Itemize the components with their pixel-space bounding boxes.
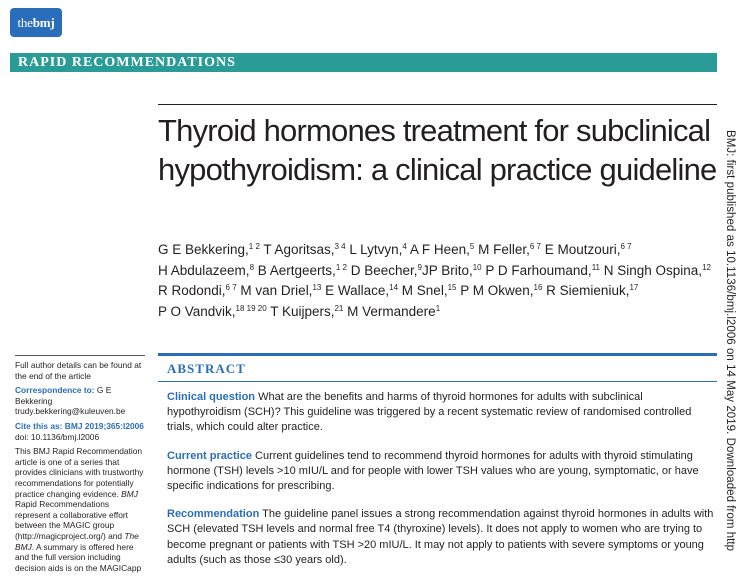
series-text: This BMJ Rapid Recommendation article is one of a series that provides clinicians with trustworthy recommendations for potentially practice changing evidence. (15, 446, 144, 499)
author-name: M Snel, (398, 283, 448, 298)
article-title: Thyroid hormones treatment for subclinical hypothyroidism: a clinical practice guideline (158, 113, 717, 187)
the-bmj-italic: The BMJ (15, 530, 139, 552)
download-note (724, 0, 751, 569)
correspondence (15, 385, 145, 417)
author-affiliation: 21 (334, 303, 344, 313)
author-name: D Beecher, (346, 262, 418, 278)
abstract-recommendation (158, 507, 717, 568)
sidebar-notes (15, 355, 145, 577)
author-affiliation: 12 (702, 262, 711, 272)
author-list (158, 240, 718, 322)
author-line (158, 240, 718, 261)
author-name: B Aertgeerts, (254, 262, 336, 278)
author-affiliation: 1 2 (335, 262, 347, 272)
author-name: M van Driel, (236, 283, 313, 298)
author-affiliation: 9 (417, 262, 422, 272)
author-name: R Rodondi, (158, 283, 226, 298)
abstract-heading: ABSTRACT (158, 356, 717, 382)
author-affiliation: 15 (447, 283, 457, 292)
author-affiliation: 6 7 (225, 283, 237, 292)
correspondence-label: Correspondence to: (15, 385, 95, 396)
author-name: R Siemieniuk, (542, 283, 630, 298)
author-affiliation: 6 7 (620, 242, 632, 251)
author-name: T Kuijpers, (266, 303, 335, 319)
full-author-note: Full author details can be found at the end of the article (15, 360, 142, 381)
cite-label: Cite this as: (15, 420, 63, 431)
author-name: N Singh Ospina, (600, 262, 703, 278)
doi[interactable]: doi: 10.1136/bmj.l2006 (15, 431, 100, 442)
section-label: Clinical question (167, 391, 256, 403)
section-text: What are the benefits and harms of thyroid hormones for adults with subclinical hypothyroidism (SCH)? This guideline was triggered by a recent systematic review of randomised controlled trials, which could alter practice. (167, 391, 692, 434)
author-name: G E Bekkering, (158, 242, 249, 257)
correspondence-email[interactable]: trudy.bekkering@kuleuven.be (15, 406, 126, 417)
represent-text: Rapid Recommendations represent a collaborative effort between the MAGIC group (http://magicproject.org/) and (15, 499, 128, 541)
author-name: E Wallace, (321, 283, 390, 298)
sidebar-rule (15, 355, 145, 356)
author-affiliation: 14 (389, 283, 399, 292)
author-affiliation: 4 (402, 242, 407, 251)
correspondence-name: G E Bekkering (15, 385, 112, 406)
section-label: Current practice (167, 449, 252, 462)
bmj-logo[interactable] (10, 8, 62, 37)
author-name: L Lytvyn, (345, 242, 403, 257)
logo-bmj: bmj (32, 14, 55, 30)
section-text: Current guidelines tend to recommend thyroid hormones for adults with thyroid stimulating hormone (TSH) levels >10 mIU/L and for people with lower TSH values who are young, symptomatic, or have specific indications for prescribing. (167, 449, 699, 493)
author-name: JP Brito, (421, 262, 473, 278)
author-affiliation: 1 (435, 303, 441, 313)
author-affiliation: 5 (469, 242, 475, 251)
banner-label: RAPID RECOMMENDATIONS (18, 55, 236, 70)
author-affiliation: 16 (533, 283, 543, 292)
author-line (158, 302, 718, 323)
download-note-text: BMJ: first published as 10.1136/bmj.l2006 on 14 May 2019. Downloaded from http (724, 130, 736, 552)
citation (15, 421, 145, 442)
author-line (158, 261, 718, 282)
title-rule (158, 104, 717, 105)
cite-text: BMJ 2019;365:l2006 (62, 420, 144, 431)
author-affiliation: 18 19 20 (235, 303, 267, 313)
author-name: M Feller, (474, 242, 530, 257)
author-affiliation: 17 (629, 283, 639, 292)
author-name: A F Heen, (406, 242, 470, 257)
section-text: The guideline panel issues a strong recommendation against thyroid hormones in adults with SCH (elevated TSH levels and normal free T4 (thyroxine) levels). It does not apply to women who are trying to become pregnant or patients with TSH >20 mIU/L. It may not apply to patients with severe symptoms or young adults (such as those ≤30 years old). (167, 508, 714, 566)
abstract-current-practice (158, 449, 717, 495)
author-name: P O Vandvik, (158, 303, 236, 319)
author-affiliation: 1 2 (248, 242, 260, 251)
author-affiliation: 8 (249, 262, 255, 272)
abstract-clinical-question (158, 390, 717, 436)
author-name: M Vermandere (343, 303, 436, 319)
abstract-box (158, 353, 717, 581)
author-name: P M Okwen, (456, 283, 534, 298)
section-banner (10, 53, 717, 72)
section-label: Recommendation (167, 508, 260, 521)
author-affiliation: 3 4 (334, 242, 346, 251)
summary-text: . A summary is offered here and the full version including decision aids is on the MAGICapp (15, 541, 142, 573)
author-name: H Abdulazeem, (158, 262, 250, 278)
author-name: P D Farhoumand, (481, 262, 592, 278)
author-name: T Agoritsas, (259, 242, 335, 257)
author-name: E Moutzouri, (540, 242, 621, 257)
author-line (158, 281, 718, 302)
author-affiliation: 13 (312, 283, 322, 292)
author-affiliation: 10 (472, 262, 482, 272)
series-note (15, 446, 145, 573)
logo-the: the (17, 14, 33, 30)
bmj-italic: BMJ (121, 488, 138, 499)
author-affiliation: 11 (591, 262, 600, 272)
author-affiliation: 6 7 (529, 242, 541, 251)
